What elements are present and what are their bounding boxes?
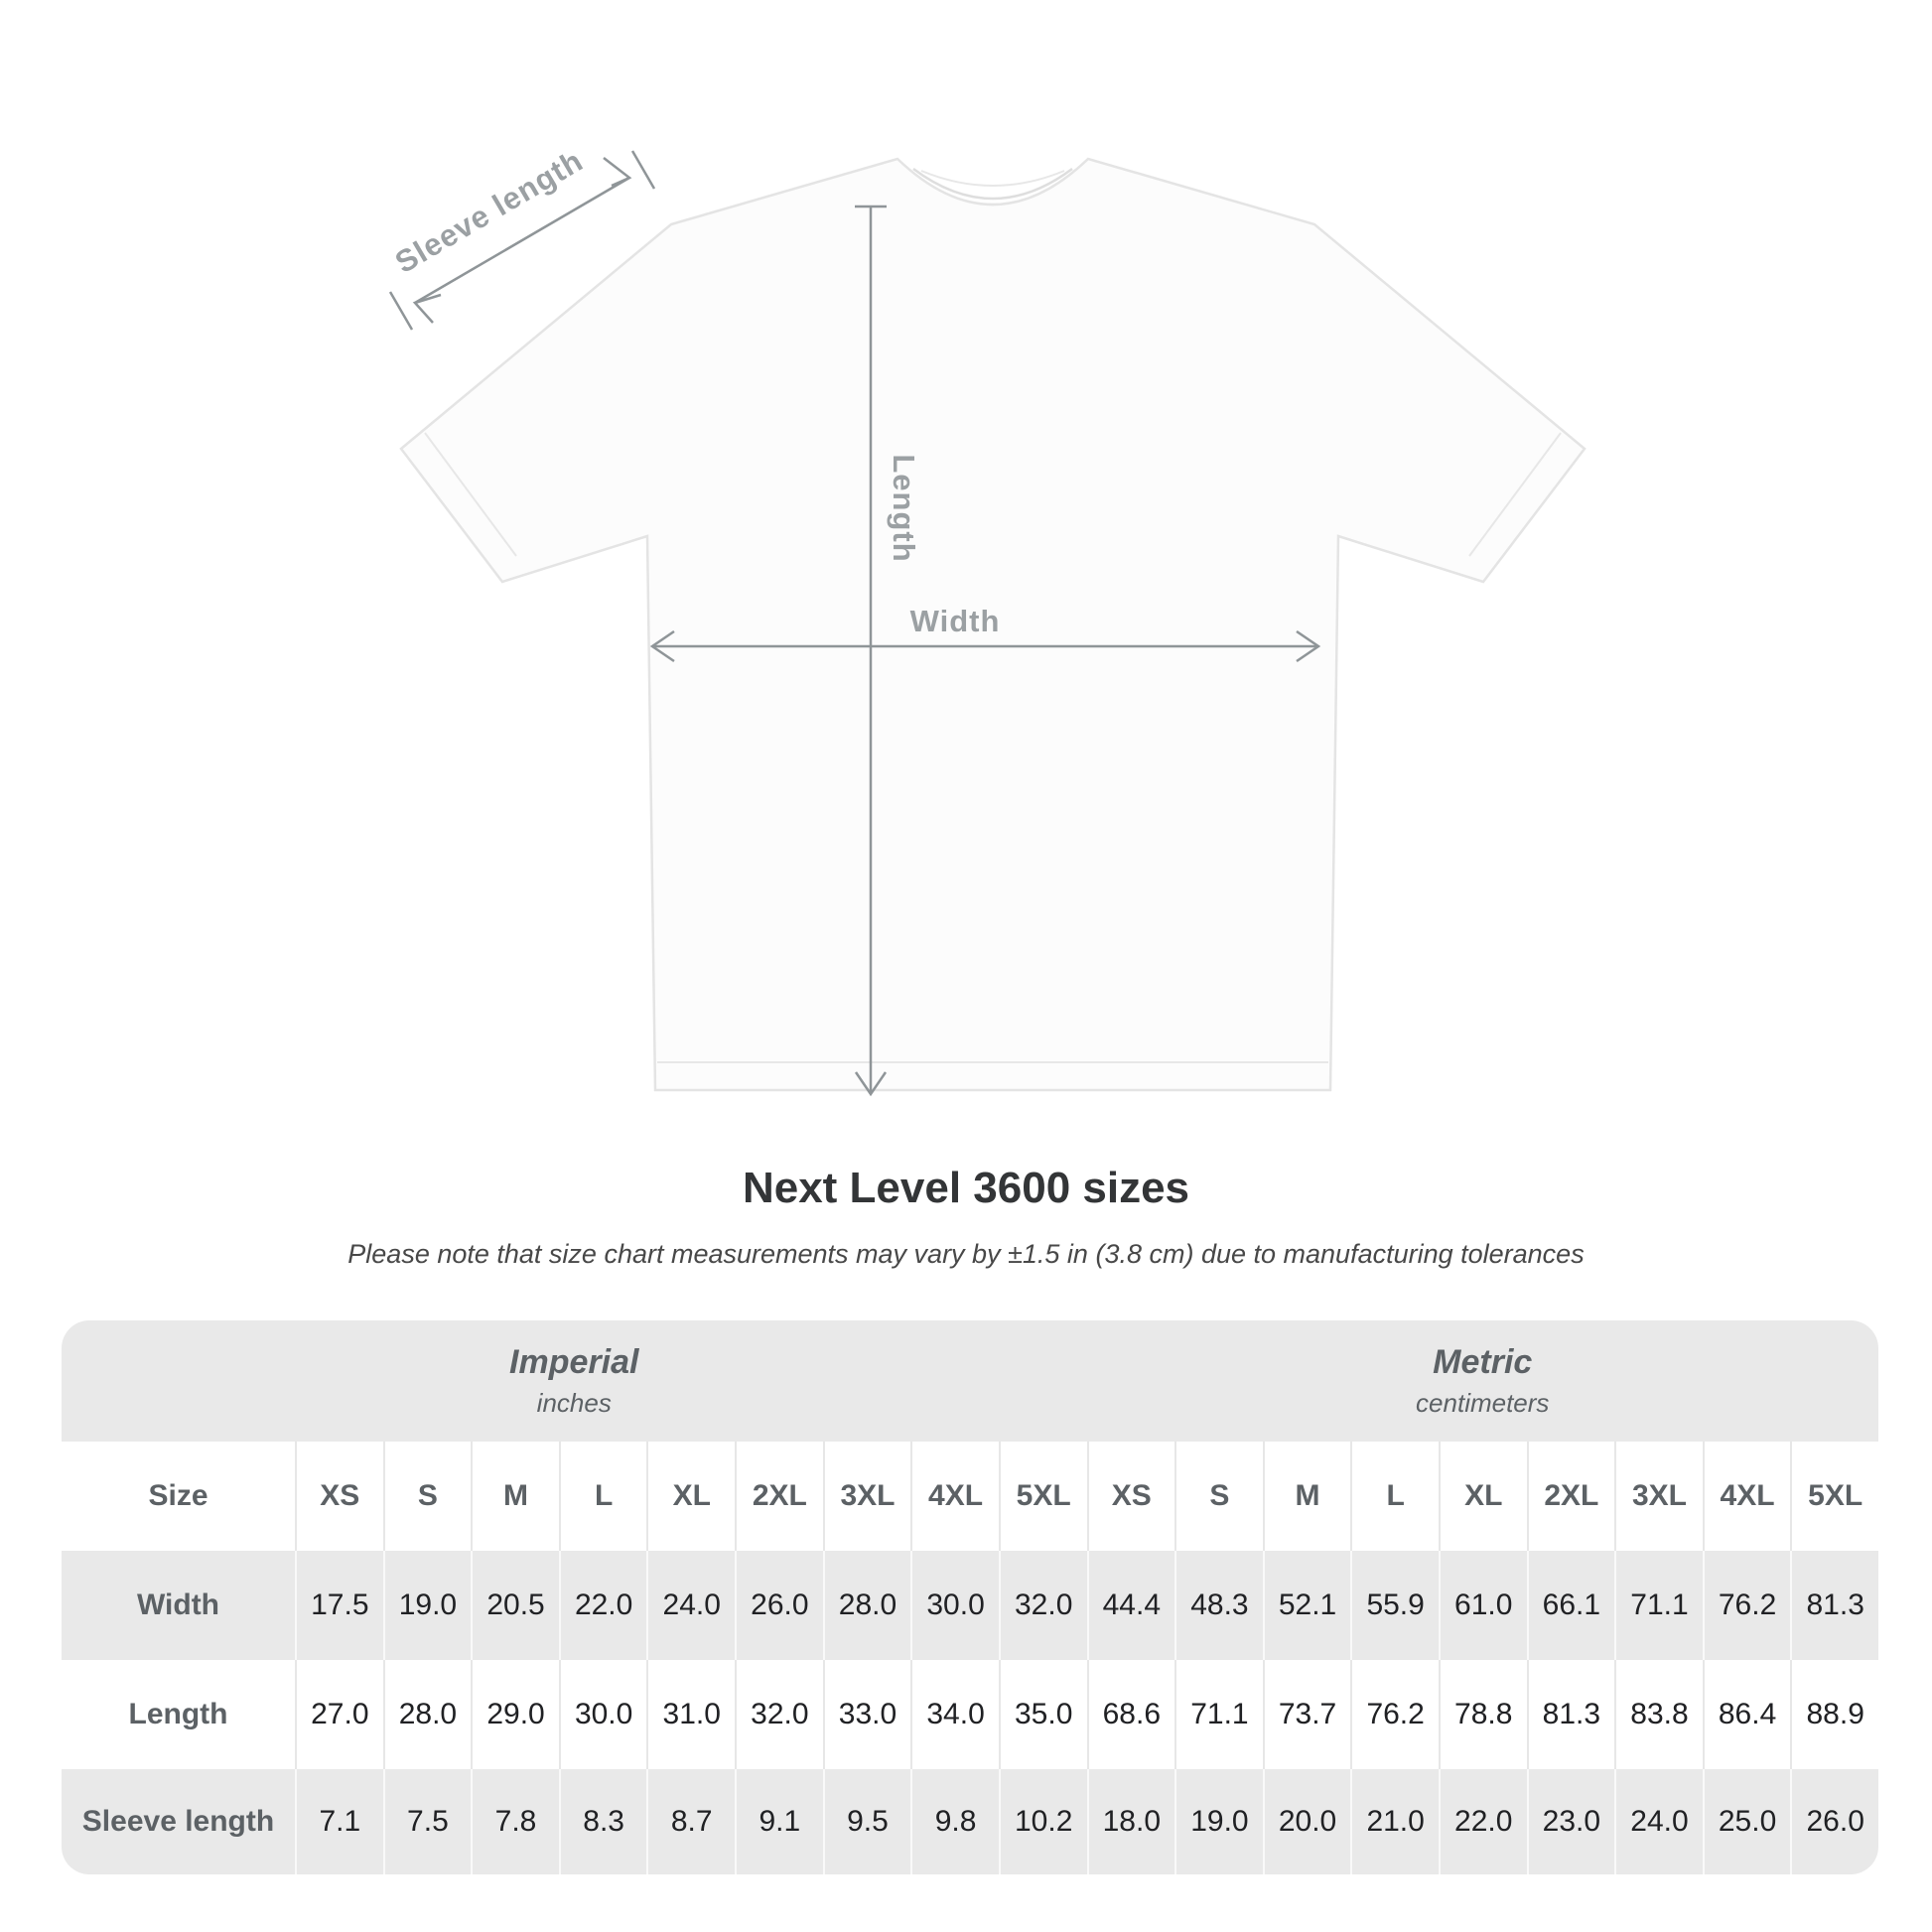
length-value: 30.0 bbox=[559, 1660, 647, 1769]
sleeve-length-value: 21.0 bbox=[1350, 1769, 1439, 1874]
sleeve-length-value: 18.0 bbox=[1087, 1769, 1175, 1874]
sleeve-length-value: 22.0 bbox=[1439, 1769, 1527, 1874]
width-value: 66.1 bbox=[1527, 1551, 1615, 1660]
width-value: 81.3 bbox=[1790, 1551, 1878, 1660]
length-value: 86.4 bbox=[1703, 1660, 1791, 1769]
width-value: 44.4 bbox=[1087, 1551, 1175, 1660]
size-col-metric-5xl: 5XL bbox=[1790, 1442, 1878, 1551]
length-value: 73.7 bbox=[1263, 1660, 1351, 1769]
length-label: Length bbox=[887, 454, 921, 563]
size-col-imperial-s: S bbox=[383, 1442, 472, 1551]
sleeve-length-value: 7.5 bbox=[383, 1769, 472, 1874]
size-col-metric-2xl: 2XL bbox=[1527, 1442, 1615, 1551]
width-value: 22.0 bbox=[559, 1551, 647, 1660]
length-value: 28.0 bbox=[383, 1660, 472, 1769]
sleeve-length-value: 7.1 bbox=[295, 1769, 383, 1874]
width-value: 71.1 bbox=[1614, 1551, 1703, 1660]
size-col-metric-3xl: 3XL bbox=[1614, 1442, 1703, 1551]
width-value: 61.0 bbox=[1439, 1551, 1527, 1660]
imperial-unit: inches bbox=[536, 1388, 612, 1418]
width-value: 48.3 bbox=[1174, 1551, 1263, 1660]
sleeve-length-row-label: Sleeve length bbox=[81, 1805, 275, 1838]
size-col-metric-s: S bbox=[1174, 1442, 1263, 1551]
width-value: 55.9 bbox=[1350, 1551, 1439, 1660]
width-value: 26.0 bbox=[735, 1551, 823, 1660]
length-value: 29.0 bbox=[471, 1660, 559, 1769]
size-col-metric-l: L bbox=[1350, 1442, 1439, 1551]
imperial-heading: Imperial bbox=[509, 1343, 639, 1381]
width-value: 76.2 bbox=[1703, 1551, 1791, 1660]
collar-back-arc bbox=[921, 171, 1064, 186]
length-value: 33.0 bbox=[823, 1660, 911, 1769]
size-col-imperial-2xl: 2XL bbox=[735, 1442, 823, 1551]
sleeve-length-value: 8.3 bbox=[559, 1769, 647, 1874]
size-col-metric-m: M bbox=[1263, 1442, 1351, 1551]
size-col-metric-4xl: 4XL bbox=[1703, 1442, 1791, 1551]
metric-unit: centimeters bbox=[1416, 1388, 1550, 1418]
sleeve-length-value: 19.0 bbox=[1174, 1769, 1263, 1874]
length-value: 35.0 bbox=[999, 1660, 1087, 1769]
length-value: 81.3 bbox=[1527, 1660, 1615, 1769]
width-value: 28.0 bbox=[823, 1551, 911, 1660]
width-value: 30.0 bbox=[910, 1551, 999, 1660]
size-col-imperial-3xl: 3XL bbox=[823, 1442, 911, 1551]
length-value: 31.0 bbox=[646, 1660, 735, 1769]
length-value: 27.0 bbox=[295, 1660, 383, 1769]
sleeve-length-value: 26.0 bbox=[1790, 1769, 1878, 1874]
unit-group-imperial bbox=[62, 1320, 1087, 1442]
width-value: 52.1 bbox=[1263, 1551, 1351, 1660]
width-value: 24.0 bbox=[646, 1551, 735, 1660]
unit-group-metric bbox=[1087, 1320, 1879, 1442]
size-chart-title: Next Level 3600 sizes bbox=[742, 1164, 1190, 1212]
size-col-imperial-xl: XL bbox=[646, 1442, 735, 1551]
width-value: 32.0 bbox=[999, 1551, 1087, 1660]
width-value: 20.5 bbox=[471, 1551, 559, 1660]
size-table bbox=[62, 1320, 1878, 1874]
sleeve-length-value: 9.1 bbox=[735, 1769, 823, 1874]
sleeve-length-value: 8.7 bbox=[646, 1769, 735, 1874]
sleeve-length-value: 10.2 bbox=[999, 1769, 1087, 1874]
sleeve-length-value: 7.8 bbox=[471, 1769, 559, 1874]
length-value: 71.1 bbox=[1174, 1660, 1263, 1769]
length-value: 83.8 bbox=[1614, 1660, 1703, 1769]
size-chart-tolerance-note: Please note that size chart measurements may vary by ±1.5 in (3.8 cm) due to manufacturing tolerances bbox=[347, 1239, 1585, 1269]
size-col-imperial-4xl: 4XL bbox=[910, 1442, 999, 1551]
sleeve-length-value: 24.0 bbox=[1614, 1769, 1703, 1874]
width-label: Width bbox=[909, 604, 1001, 638]
length-value: 78.8 bbox=[1439, 1660, 1527, 1769]
sleeve-length-value: 9.5 bbox=[823, 1769, 911, 1874]
size-header-cell: Size bbox=[62, 1442, 295, 1551]
sleeve-length-value: 20.0 bbox=[1263, 1769, 1351, 1874]
length-value: 76.2 bbox=[1350, 1660, 1439, 1769]
size-col-metric-xl: XL bbox=[1439, 1442, 1527, 1551]
size-col-metric-xs: XS bbox=[1087, 1442, 1175, 1551]
length-value: 34.0 bbox=[910, 1660, 999, 1769]
length-value: 32.0 bbox=[735, 1660, 823, 1769]
size-col-imperial-xs: XS bbox=[295, 1442, 383, 1551]
size-col-imperial-5xl: 5XL bbox=[999, 1442, 1087, 1551]
length-value: 68.6 bbox=[1087, 1660, 1175, 1769]
width-value: 17.5 bbox=[295, 1551, 383, 1660]
sleeve-length-value: 9.8 bbox=[910, 1769, 999, 1874]
width-row-label: Width bbox=[136, 1588, 220, 1621]
size-col-imperial-l: L bbox=[559, 1442, 647, 1551]
width-value: 19.0 bbox=[383, 1551, 472, 1660]
metric-heading: Metric bbox=[1433, 1343, 1533, 1381]
sleeve-length-label: Sleeve length bbox=[389, 142, 590, 281]
sleeve-length-value: 23.0 bbox=[1527, 1769, 1615, 1874]
length-row-label: Length bbox=[62, 1660, 295, 1769]
length-value: 88.9 bbox=[1790, 1660, 1878, 1769]
sleeve-length-value: 25.0 bbox=[1703, 1769, 1791, 1874]
size-col-imperial-m: M bbox=[471, 1442, 559, 1551]
